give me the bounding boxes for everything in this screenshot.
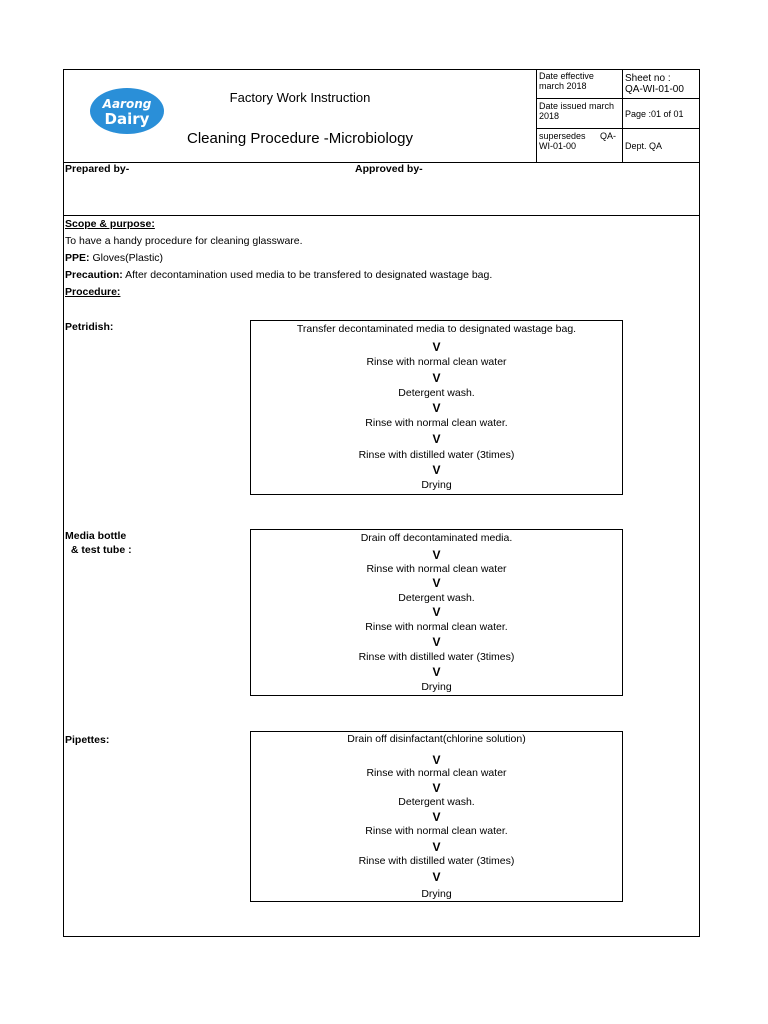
- document-title: Factory Work Instruction: [229, 90, 371, 105]
- ppe-label: PPE:: [65, 252, 90, 264]
- flow-step: Drying: [421, 681, 452, 693]
- flow-step: Rinse with normal clean water: [366, 356, 507, 368]
- flow-step: Drying: [421, 479, 452, 491]
- flow-step: Detergent wash.: [398, 796, 475, 808]
- company-logo: [89, 86, 167, 136]
- header-row-line-1: [536, 98, 700, 99]
- document-subtitle: Cleaning Procedure -Microbiology: [187, 130, 413, 147]
- flowchart-media-bottle: [250, 529, 623, 696]
- prepared-by-label: Prepared by-: [65, 163, 130, 175]
- flow-step: Detergent wash.: [398, 387, 475, 399]
- date-issued-value: 2018: [539, 111, 560, 121]
- down-arrow-icon: V: [432, 401, 441, 415]
- svg-text:Aarong: Aarong: [102, 97, 152, 111]
- down-arrow-icon: V: [432, 870, 441, 884]
- flow-step: Rinse with normal clean water: [366, 767, 507, 779]
- ppe-line: [65, 252, 163, 264]
- flowchart-petridish: [250, 320, 623, 495]
- precaution-line: [65, 269, 492, 281]
- down-arrow-icon: V: [432, 753, 441, 767]
- svg-text:Dairy: Dairy: [104, 110, 150, 128]
- department: Dept. QA: [625, 141, 663, 151]
- down-arrow-icon: V: [432, 432, 441, 446]
- down-arrow-icon: V: [432, 781, 441, 795]
- supersedes-value-1: QA-: [600, 131, 617, 141]
- ppe-text: Gloves(Plastic): [92, 252, 164, 264]
- flow-step: Detergent wash.: [398, 592, 475, 604]
- section-label-pipettes: Pipettes:: [65, 734, 110, 746]
- down-arrow-icon: V: [432, 548, 441, 562]
- approved-by-label: Approved by-: [355, 163, 423, 175]
- down-arrow-icon: V: [432, 371, 441, 385]
- precaution-label: Precaution:: [65, 269, 123, 281]
- down-arrow-icon: V: [432, 605, 441, 619]
- sheet-no-label: Sheet no :: [625, 73, 671, 84]
- flow-step: Drying: [421, 888, 452, 900]
- supersedes-label: supersedes: [539, 131, 586, 141]
- flow-step: Transfer decontaminated media to designated wastage bag.: [296, 323, 577, 335]
- flow-step: Rinse with distilled water (3times): [358, 855, 515, 867]
- date-effective-label: Date effective: [539, 71, 594, 81]
- scope-heading: Scope & purpose:: [65, 218, 155, 230]
- flow-step: Rinse with distilled water (3times): [358, 449, 515, 461]
- flow-step: Rinse with normal clean water.: [365, 417, 508, 429]
- down-arrow-icon: V: [432, 840, 441, 854]
- flowchart-pipettes: [250, 731, 623, 902]
- section-label-petridish: Petridish:: [65, 321, 114, 333]
- date-effective-value: march 2018: [539, 81, 587, 91]
- flow-step: Rinse with normal clean water: [366, 563, 507, 575]
- down-arrow-icon: V: [432, 463, 441, 477]
- scope-text: To have a handy procedure for cleaning glassware.: [65, 235, 303, 247]
- procedure-heading: Procedure:: [65, 286, 121, 298]
- page-number: Page :01 of 01: [625, 109, 684, 119]
- down-arrow-icon: V: [432, 635, 441, 649]
- section-label-test-tube: & test tube :: [68, 544, 132, 556]
- flow-step: Rinse with normal clean water.: [365, 621, 508, 633]
- flow-step: Rinse with distilled water (3times): [358, 651, 515, 663]
- section-label-media-bottle: Media bottle: [65, 530, 127, 542]
- flow-step: Drain off disinfactant(chlorine solution): [347, 733, 526, 745]
- signature-bottom-line: [63, 215, 700, 216]
- down-arrow-icon: V: [432, 576, 441, 590]
- flow-step: Rinse with normal clean water.: [365, 825, 508, 837]
- down-arrow-icon: V: [432, 810, 441, 824]
- header-divider-main: [536, 69, 537, 162]
- down-arrow-icon: V: [432, 665, 441, 679]
- supersedes-value-2: WI-01-00: [539, 141, 577, 151]
- header-row-line-2: [536, 128, 700, 129]
- precaution-text: After decontamination used media to be transfered to designated wastage bag.: [125, 269, 493, 281]
- down-arrow-icon: V: [432, 340, 441, 354]
- date-issued-label: Date issued march: [539, 101, 615, 111]
- flow-step: Drain off decontaminated media.: [360, 532, 513, 544]
- sheet-no-value: QA-WI-01-00: [625, 84, 684, 95]
- header-divider-right: [622, 69, 623, 162]
